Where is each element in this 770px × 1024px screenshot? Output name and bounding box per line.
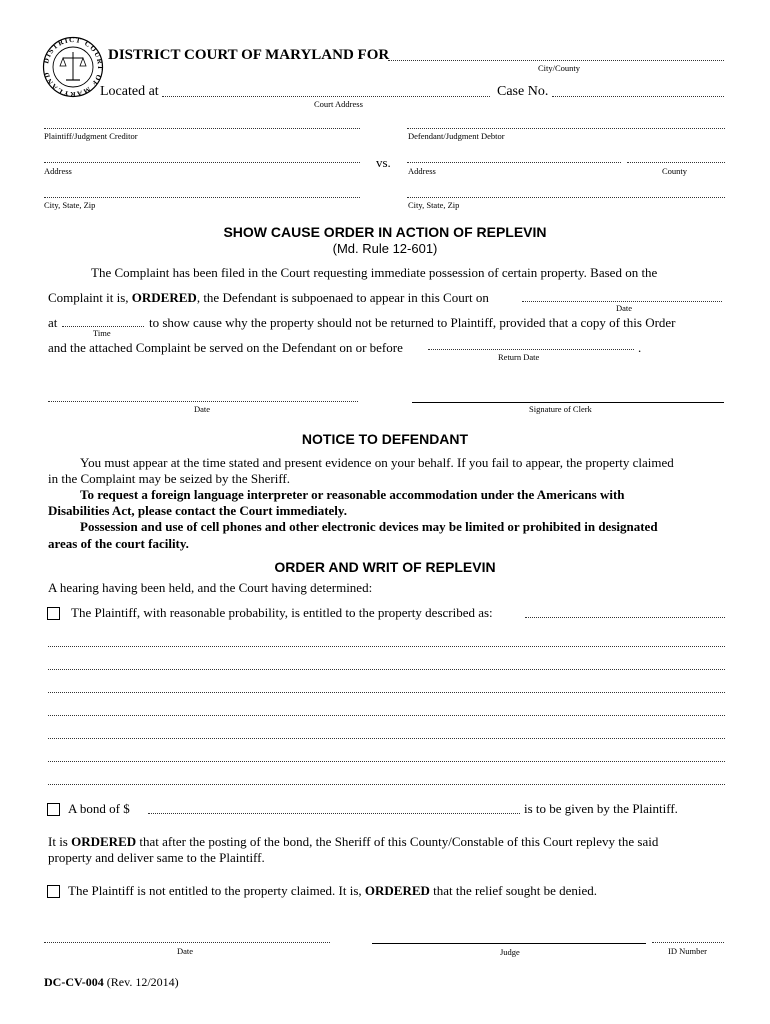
period: . xyxy=(638,340,642,355)
city-county-field[interactable] xyxy=(388,60,724,61)
denied-text xyxy=(68,883,597,899)
judge-date-label: Date xyxy=(177,946,194,956)
order-writ-title: ORDER AND WRIT OF REPLEVIN xyxy=(274,559,496,575)
case-no-field[interactable] xyxy=(552,96,724,97)
ordered-line1-b: that after the posting of the bond, the Sheriff of this County/Constable of this Court replevy the said xyxy=(136,834,659,849)
ordered-line1 xyxy=(48,834,658,850)
notice-p1-line2: in the Complaint may be seized by the Sheriff. xyxy=(48,471,291,486)
notice-p3-line2: areas of the court facility. xyxy=(48,536,189,551)
property-field-3[interactable] xyxy=(48,669,725,670)
entitled-text: The Plaintiff, with reasonable probability, is entitled to the property described as: xyxy=(71,605,493,620)
ordered-line2: property and deliver same to the Plaintiff. xyxy=(48,850,265,865)
court-seal-icon xyxy=(42,36,104,98)
plaintiff-label: Plaintiff/Judgment Creditor xyxy=(44,131,138,141)
defendant-csz-field[interactable] xyxy=(407,197,725,198)
md-rule: (Md. Rule 12-601) xyxy=(332,241,438,256)
judge-label: Judge xyxy=(500,947,520,957)
court-title: DISTRICT COURT OF MARYLAND FOR xyxy=(108,47,390,63)
clerk-signature-field[interactable] xyxy=(412,402,724,403)
bond-checkbox[interactable] xyxy=(47,803,60,816)
form-id xyxy=(44,975,179,990)
bond-amount-field[interactable] xyxy=(148,813,520,814)
judge-signature-field[interactable] xyxy=(372,943,646,944)
form-id-bold: DC-CV-004 xyxy=(44,975,104,989)
show-cause-line2 xyxy=(48,290,489,306)
property-field-1[interactable] xyxy=(525,617,725,618)
return-date-label: Return Date xyxy=(498,352,540,362)
plaintiff-address-label: Address xyxy=(44,166,72,176)
property-field-2[interactable] xyxy=(48,646,725,647)
court-address-field[interactable] xyxy=(162,96,490,97)
property-field-8[interactable] xyxy=(48,784,725,785)
defendant-county-field[interactable] xyxy=(627,162,725,163)
id-number-field[interactable] xyxy=(652,942,724,943)
denied-text-b: that the relief sought be denied. xyxy=(429,883,598,898)
property-field-5[interactable] xyxy=(48,715,725,716)
show-cause-line4: and the attached Complaint be served on the Defendant on or before xyxy=(48,340,403,355)
notice-p1-line1: You must appear at the time stated and present evidence on your behalf. If you fail to appear, the property claimed xyxy=(80,455,674,470)
defendant-csz-label: City, State, Zip xyxy=(408,200,460,210)
appear-date-label: Date xyxy=(616,303,633,313)
case-no-label: Case No. xyxy=(497,84,549,99)
property-field-7[interactable] xyxy=(48,761,725,762)
entitled-checkbox[interactable] xyxy=(47,607,60,620)
vs-label: vs. xyxy=(376,155,391,170)
notice-p2-line1: To request a foreign language interpreter or reasonable accommodation under the Americans with xyxy=(80,487,625,502)
return-date-field[interactable] xyxy=(428,349,634,350)
bond-text-b: is to be given by the Plaintiff. xyxy=(524,801,678,816)
line2-text-b: , the Defendant is subpoenaed to appear in this Court on xyxy=(196,290,489,305)
clerk-signature-label: Signature of Clerk xyxy=(529,404,592,414)
form-rev: (Rev. 12/2014) xyxy=(103,975,179,989)
ordered-bold: ORDERED xyxy=(131,290,197,305)
appear-time-label: Time xyxy=(93,328,111,338)
defendant-address-label: Address xyxy=(408,166,436,176)
clerk-date-label: Date xyxy=(194,404,211,414)
defendant-label: Defendant/Judgment Debtor xyxy=(408,131,505,141)
notice-p2-line2: Disabilities Act, please contact the Court immediately. xyxy=(48,503,347,518)
defendant-field[interactable] xyxy=(407,128,725,129)
denied-ordered-bold: ORDERED xyxy=(364,883,430,898)
appear-date-field[interactable] xyxy=(522,301,722,302)
property-field-4[interactable] xyxy=(48,692,725,693)
property-field-6[interactable] xyxy=(48,738,725,739)
show-cause-title: SHOW CAUSE ORDER IN ACTION OF REPLEVIN xyxy=(223,224,547,240)
ordered-line1-a: It is xyxy=(48,834,72,849)
denied-checkbox[interactable] xyxy=(47,885,60,898)
notice-title: NOTICE TO DEFENDANT xyxy=(301,431,469,447)
order-intro: A hearing having been held, and the Court having determined: xyxy=(48,580,373,595)
judge-date-field[interactable] xyxy=(44,942,330,943)
svg-text:DISTRICT COURT OF MARYLAND: DISTRICT COURT OF MARYLAND xyxy=(42,36,104,98)
bond-text-a: A bond of $ xyxy=(68,801,130,816)
show-cause-line1: The Complaint has been filed in the Court requesting immediate possession of certain property. Based on the xyxy=(91,265,658,280)
located-at-label: Located at xyxy=(100,84,159,99)
city-county-label: City/County xyxy=(538,63,581,73)
clerk-date-field[interactable] xyxy=(48,401,358,402)
defendant-address-field[interactable] xyxy=(407,162,621,163)
plaintiff-csz-field[interactable] xyxy=(44,197,360,198)
id-number-label: ID Number xyxy=(668,946,707,956)
notice-p3-line1: Possession and use of cell phones and other electronic devices may be limited or prohibited in designated xyxy=(80,519,658,534)
county-label: County xyxy=(662,166,688,176)
at-label: at xyxy=(48,315,58,330)
plaintiff-csz-label: City, State, Zip xyxy=(44,200,96,210)
denied-text-a: The Plaintiff is not entitled to the property claimed. It is, xyxy=(68,883,365,898)
show-cause-line3: to show cause why the property should not be returned to Plaintiff, provided that a copy of this Order xyxy=(149,315,676,330)
court-address-label: Court Address xyxy=(314,99,363,109)
appear-time-field[interactable] xyxy=(62,326,144,327)
ordered-line1-bold: ORDERED xyxy=(71,834,137,849)
plaintiff-field[interactable] xyxy=(44,128,360,129)
line2-text-a: Complaint it is, xyxy=(48,290,132,305)
plaintiff-address-field[interactable] xyxy=(44,162,360,163)
